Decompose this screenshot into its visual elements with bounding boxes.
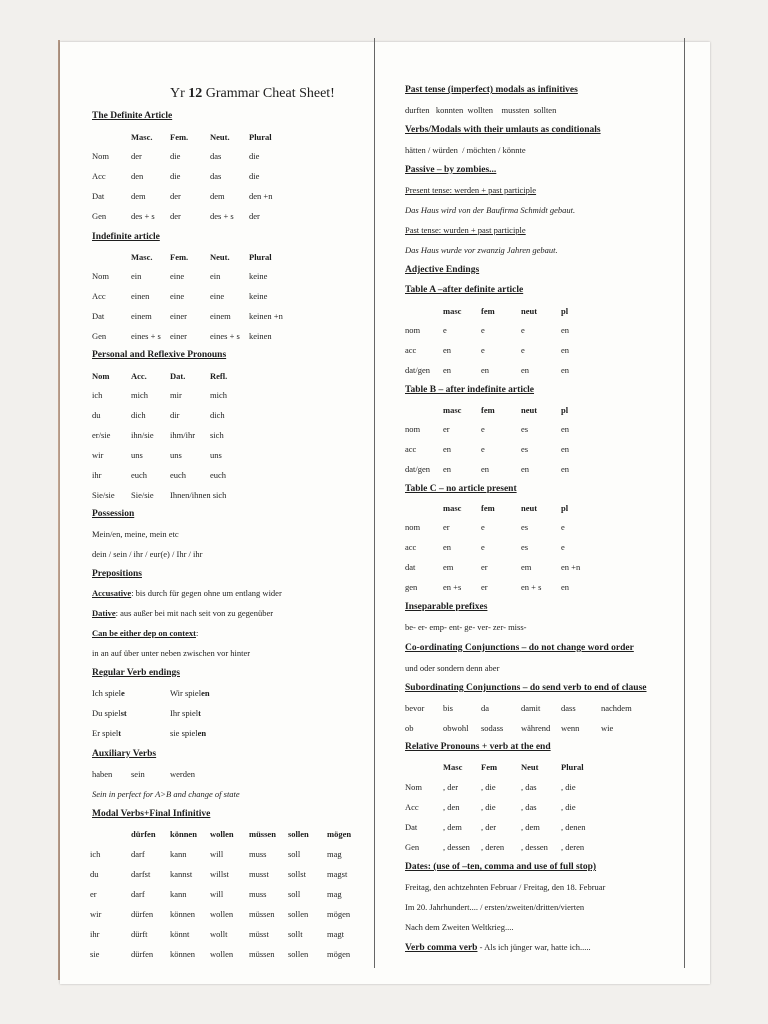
table-cell: em bbox=[443, 562, 454, 572]
table-cell: em bbox=[521, 562, 532, 572]
dative-text: : aus außer bei mit nach seit von zu gegenüber bbox=[115, 608, 274, 618]
table-cell: darfst bbox=[131, 869, 151, 879]
table-cell: einer bbox=[170, 331, 187, 341]
table-cell: en bbox=[561, 444, 570, 454]
regular-verb-form: Er spielt bbox=[92, 728, 122, 738]
table-cell: , denen bbox=[561, 822, 586, 832]
column-header: dürfen bbox=[131, 829, 156, 839]
table-cell: , den bbox=[443, 802, 460, 812]
table-cell: dürfen bbox=[131, 909, 154, 919]
coordinating-heading: Co-ordinating Conjunctions – do not change word order bbox=[405, 643, 634, 653]
table-cell: ein bbox=[131, 271, 142, 281]
table-cell: acc bbox=[405, 542, 417, 552]
column-header: Masc. bbox=[131, 252, 153, 262]
table-cell: er bbox=[443, 522, 450, 532]
table-cell: e bbox=[561, 522, 565, 532]
table-cell: ich bbox=[90, 849, 101, 859]
table-cell: muss bbox=[249, 889, 267, 899]
column-header: Masc bbox=[443, 762, 463, 772]
relative-pronouns-heading: Relative Pronouns + verb at the end bbox=[405, 742, 551, 752]
table-cell: Dat bbox=[92, 191, 105, 201]
either-prepositions: in an auf über unter neben zwischen vor hinter bbox=[92, 648, 251, 658]
table-cell: acc bbox=[405, 444, 417, 454]
table-cell: uns bbox=[131, 450, 143, 460]
regular-verb-form: sie spielen bbox=[170, 728, 207, 738]
table-cell: eine bbox=[210, 291, 225, 301]
table-cell: dich bbox=[210, 410, 225, 420]
table-cell: dir bbox=[170, 410, 180, 420]
possession-line-1: Mein/en, meine, mein etc bbox=[92, 529, 179, 539]
accusative-prepositions bbox=[92, 588, 282, 598]
conjunction: während bbox=[521, 723, 551, 733]
passive-present-example: Das Haus wird von der Baufirma Schmidt gebaut. bbox=[405, 205, 576, 215]
conjunction: dass bbox=[561, 703, 576, 713]
auxiliary-verb: werden bbox=[170, 769, 196, 779]
table-cell: wollen bbox=[210, 909, 234, 919]
table-cell: könnt bbox=[170, 929, 190, 939]
table-cell: uns bbox=[210, 450, 222, 460]
column-header: Refl. bbox=[210, 371, 228, 381]
table-cell: , dessen bbox=[521, 842, 548, 852]
table-cell: er/sie bbox=[92, 430, 111, 440]
table-cell: er bbox=[90, 889, 97, 899]
table-cell: will bbox=[210, 849, 224, 859]
table-cell: en bbox=[561, 582, 570, 592]
conjunction: nachdem bbox=[601, 703, 632, 713]
table-cell: die bbox=[170, 151, 181, 161]
auxiliary-verb: sein bbox=[131, 769, 145, 779]
table-cell: , deren bbox=[561, 842, 585, 852]
column-header: Masc. bbox=[131, 132, 153, 142]
conjunction: da bbox=[481, 703, 490, 713]
title-year: 12 bbox=[188, 86, 203, 101]
table-cell: den bbox=[131, 171, 144, 181]
table-cell: euch bbox=[170, 470, 187, 480]
table-cell: Acc bbox=[92, 291, 106, 301]
table-cell: er bbox=[481, 562, 488, 572]
table-cell: die bbox=[249, 171, 260, 181]
table-c-heading: Table C – no article present bbox=[405, 484, 517, 494]
table-cell: , die bbox=[481, 802, 496, 812]
table-cell: e bbox=[481, 542, 485, 552]
table-cell: müsst bbox=[249, 929, 269, 939]
title-text: Grammar Cheat Sheet! bbox=[205, 86, 335, 101]
table-cell: euch bbox=[210, 470, 227, 480]
table-cell: , der bbox=[481, 822, 497, 832]
table-cell: dem bbox=[210, 191, 225, 201]
table-cell: soll bbox=[288, 889, 301, 899]
title-prefix: Yr bbox=[170, 86, 185, 101]
table-cell: keinen +n bbox=[249, 311, 283, 321]
inseparable-text: be- er- emp- ent- ge- ver- zer- miss- bbox=[405, 622, 527, 632]
table-cell: en bbox=[561, 345, 570, 355]
inseparable-heading: Inseparable prefixes bbox=[405, 602, 488, 612]
table-cell: darf bbox=[131, 849, 145, 859]
table-cell: , das bbox=[521, 802, 537, 812]
table-cell: einen bbox=[131, 291, 150, 301]
column-header: Fem. bbox=[170, 252, 189, 262]
table-cell: sollen bbox=[288, 949, 309, 959]
table-cell: die bbox=[249, 151, 260, 161]
column-header: Neut. bbox=[210, 132, 230, 142]
table-cell: en bbox=[443, 464, 452, 474]
table-cell: ihm/ihr bbox=[170, 430, 196, 440]
column-header: pl bbox=[561, 405, 569, 415]
conjunction: ob bbox=[405, 723, 414, 733]
table-cell: einem bbox=[131, 311, 152, 321]
table-cell: magt bbox=[327, 929, 344, 939]
table-cell: en bbox=[561, 464, 570, 474]
table-cell: müssen bbox=[249, 949, 275, 959]
table-cell: , die bbox=[481, 782, 496, 792]
table-cell: Dat bbox=[92, 311, 105, 321]
table-cell: Acc bbox=[405, 802, 419, 812]
table-cell: Sie/sie bbox=[92, 490, 115, 500]
regular-verb-form: Wir spielen bbox=[170, 688, 210, 698]
table-cell: , deren bbox=[481, 842, 505, 852]
table-cell: e bbox=[481, 444, 485, 454]
table-cell: , das bbox=[521, 782, 537, 792]
column-header: Dat. bbox=[170, 371, 186, 381]
table-cell: en bbox=[481, 365, 490, 375]
auxiliary-verbs-heading: Auxiliary Verbs bbox=[92, 749, 157, 759]
table-cell: , dem bbox=[521, 822, 540, 832]
table-cell: keine bbox=[249, 271, 268, 281]
table-cell: du bbox=[92, 410, 101, 420]
either-colon: : bbox=[195, 628, 199, 638]
page-title bbox=[170, 86, 335, 102]
table-cell: es bbox=[521, 522, 529, 532]
passive-past-example: Das Haus wurde vor zwanzig Jahren gebaut. bbox=[405, 245, 558, 255]
table-cell: , die bbox=[561, 802, 576, 812]
table-cell: en bbox=[561, 365, 570, 375]
conjunction: bevor bbox=[405, 703, 425, 713]
table-cell: , dessen bbox=[443, 842, 470, 852]
table-cell: mag bbox=[327, 889, 342, 899]
table-cell: musst bbox=[249, 869, 269, 879]
table-cell: der bbox=[170, 191, 181, 201]
column-header: Plural bbox=[249, 132, 272, 142]
table-cell: ich bbox=[92, 390, 103, 400]
table-a-heading: Table A –after definite article bbox=[405, 285, 524, 295]
verb-comma-text: - Als ich jünger war, hatte ich..... bbox=[477, 942, 591, 952]
table-cell: Sie/sie bbox=[131, 490, 154, 500]
column-header: fem bbox=[481, 306, 495, 316]
table-cell: euch bbox=[131, 470, 148, 480]
table-cell: der bbox=[170, 211, 181, 221]
column-header: Plural bbox=[561, 762, 584, 772]
table-cell: en bbox=[443, 444, 452, 454]
pronouns-heading: Personal and Reflexive Pronouns bbox=[92, 350, 227, 360]
table-cell: Gen bbox=[92, 211, 107, 221]
table-cell: acc bbox=[405, 345, 417, 355]
table-cell: , dem bbox=[443, 822, 462, 832]
table-cell: sie bbox=[90, 949, 100, 959]
table-cell: en +s bbox=[443, 582, 462, 592]
table-cell: Acc bbox=[92, 171, 106, 181]
table-cell: en bbox=[521, 365, 530, 375]
column-header: wollen bbox=[210, 829, 234, 839]
column-header: müssen bbox=[249, 829, 276, 839]
column-header: Plural bbox=[249, 252, 272, 262]
table-cell: uns bbox=[170, 450, 182, 460]
either-label: Can be either dep on context bbox=[92, 628, 196, 638]
passive-present: Present tense: werden + past participle bbox=[405, 185, 537, 195]
table-cell: kann bbox=[170, 889, 187, 899]
conditional-text: hätten / würden / möchten / könnte bbox=[405, 145, 526, 155]
table-cell: e bbox=[561, 542, 565, 552]
table-cell: sollst bbox=[288, 869, 306, 879]
adjective-endings-heading: Adjective Endings bbox=[405, 265, 480, 275]
possession-heading: Possession bbox=[92, 509, 135, 519]
table-cell: der bbox=[131, 151, 142, 161]
conjunction: bis bbox=[443, 703, 453, 713]
table-cell: soll bbox=[288, 849, 301, 859]
table-cell: eine bbox=[170, 291, 185, 301]
table-cell: mich bbox=[131, 390, 148, 400]
table-cell: Ihnen/ihnen sich bbox=[170, 490, 227, 500]
column-header: neut bbox=[521, 503, 538, 513]
column-header: Neut bbox=[521, 762, 539, 772]
table-cell: will bbox=[210, 889, 224, 899]
table-cell: des + s bbox=[131, 211, 155, 221]
table-cell: sollen bbox=[288, 909, 309, 919]
table-cell: en bbox=[443, 345, 452, 355]
table-cell: keine bbox=[249, 291, 268, 301]
auxiliary-verb: haben bbox=[92, 769, 113, 779]
table-cell: eines + s bbox=[131, 331, 161, 341]
table-cell: das bbox=[210, 171, 222, 181]
table-cell: e bbox=[481, 424, 485, 434]
column-header: neut bbox=[521, 306, 538, 316]
table-cell: e bbox=[481, 325, 485, 335]
column-header: pl bbox=[561, 306, 569, 316]
table-cell: wir bbox=[90, 909, 102, 919]
table-cell: keinen bbox=[249, 331, 272, 341]
table-cell: dem bbox=[131, 191, 146, 201]
dative-label: Dative bbox=[92, 608, 116, 618]
table-cell: e bbox=[443, 325, 447, 335]
conjunction: damit bbox=[521, 703, 541, 713]
table-cell: gen bbox=[405, 582, 418, 592]
table-cell: dich bbox=[131, 410, 146, 420]
table-cell: e bbox=[521, 345, 525, 355]
table-cell: e bbox=[521, 325, 525, 335]
table-cell: der bbox=[249, 211, 260, 221]
conditional-heading: Verbs/Modals with their umlauts as conditionals bbox=[405, 125, 601, 135]
table-cell: e bbox=[481, 345, 485, 355]
either-prepositions-heading bbox=[92, 628, 198, 638]
column-header: neut bbox=[521, 405, 538, 415]
column-header: sollen bbox=[288, 829, 309, 839]
passive-heading: Passive – by zombies... bbox=[405, 165, 497, 175]
table-cell: wollt bbox=[210, 929, 228, 939]
table-cell: en bbox=[443, 365, 452, 375]
table-cell: darf bbox=[131, 889, 145, 899]
table-cell: , die bbox=[561, 782, 576, 792]
verb-comma-heading: Verb comma verb bbox=[405, 943, 478, 953]
modal-verbs-heading: Modal Verbs+Final Infinitive bbox=[92, 809, 211, 819]
dates-heading: Dates: (use of –ten, comma and use of full stop) bbox=[405, 862, 597, 872]
table-cell: mir bbox=[170, 390, 182, 400]
table-cell: einem bbox=[210, 311, 231, 321]
table-cell: er bbox=[443, 424, 450, 434]
indefinite-article-heading: Indefinite article bbox=[92, 232, 160, 242]
conjunction: obwohl bbox=[443, 723, 469, 733]
column-header: fem bbox=[481, 503, 495, 513]
conjunction: wenn bbox=[561, 723, 580, 733]
table-cell: Gen bbox=[92, 331, 107, 341]
cheat-sheet-page bbox=[60, 42, 710, 984]
column-header: masc bbox=[443, 306, 462, 316]
possession-line-2: dein / sein / ihr / eur(e) / Ihr / ihr bbox=[92, 549, 203, 559]
definite-article-heading: The Definite Article bbox=[92, 111, 173, 121]
table-cell: eine bbox=[170, 271, 185, 281]
table-cell: Nom bbox=[405, 782, 422, 792]
regular-verb-form: Du spielst bbox=[92, 708, 127, 718]
auxiliary-note: Sein in perfect for A>B and change of state bbox=[92, 789, 240, 799]
dates-line-2: Im 20. Jahrhundert.... / ersten/zweiten/dritten/vierten bbox=[405, 902, 585, 912]
table-cell: mich bbox=[210, 390, 227, 400]
verb-comma-verb bbox=[405, 942, 591, 953]
table-cell: ihr bbox=[90, 929, 100, 939]
table-cell: des + s bbox=[210, 211, 234, 221]
column-header: pl bbox=[561, 503, 569, 513]
table-cell: en bbox=[481, 464, 490, 474]
column-header: Nom bbox=[92, 371, 110, 381]
table-cell: es bbox=[521, 444, 529, 454]
column-header: masc bbox=[443, 405, 462, 415]
column-header: Neut. bbox=[210, 252, 230, 262]
table-cell: einer bbox=[170, 311, 187, 321]
conjunction: wie bbox=[601, 723, 614, 733]
table-cell: mögen bbox=[327, 949, 351, 959]
table-cell: dürfen bbox=[131, 949, 154, 959]
table-cell: es bbox=[521, 424, 529, 434]
table-cell: dürft bbox=[131, 929, 148, 939]
table-cell: sich bbox=[210, 430, 224, 440]
dative-prepositions bbox=[92, 608, 273, 618]
conjunction: sodass bbox=[481, 723, 504, 733]
table-cell: ihr bbox=[92, 470, 102, 480]
table-cell: Nom bbox=[92, 271, 109, 281]
coordinating-text: und oder sondern denn aber bbox=[405, 663, 500, 673]
table-cell: nom bbox=[405, 325, 421, 335]
regular-verb-form: Ich spiele bbox=[92, 688, 125, 698]
table-cell: wir bbox=[92, 450, 104, 460]
table-cell: können bbox=[170, 949, 196, 959]
subordinating-heading: Subordinating Conjunctions – do send verb to end of clause bbox=[405, 683, 647, 693]
table-cell: die bbox=[170, 171, 181, 181]
table-cell: nom bbox=[405, 424, 421, 434]
table-cell: mögen bbox=[327, 909, 351, 919]
table-cell: en +n bbox=[561, 562, 581, 572]
dates-line-1: Freitag, den achtzehnten Februar / Freitag, den 18. Februar bbox=[405, 882, 606, 892]
column-header: mögen bbox=[327, 829, 352, 839]
table-cell: kann bbox=[170, 849, 187, 859]
table-cell: en bbox=[521, 464, 530, 474]
column-header: können bbox=[170, 829, 197, 839]
prepositions-heading: Prepositions bbox=[92, 569, 142, 579]
table-cell: kannst bbox=[170, 869, 193, 879]
column-header: Fem bbox=[481, 762, 498, 772]
table-cell: magst bbox=[327, 869, 348, 879]
passive-past: Past tense: wurden + past participle bbox=[405, 225, 526, 235]
table-cell: en bbox=[443, 542, 452, 552]
accusative-label: Accusative bbox=[92, 588, 132, 598]
table-cell: nom bbox=[405, 522, 421, 532]
regular-verb-heading: Regular Verb endings bbox=[92, 668, 180, 678]
table-cell: willst bbox=[210, 869, 229, 879]
table-cell: en bbox=[561, 325, 570, 335]
table-cell: du bbox=[90, 869, 99, 879]
table-cell: ihn/sie bbox=[131, 430, 154, 440]
table-cell: das bbox=[210, 151, 222, 161]
table-cell: dat bbox=[405, 562, 416, 572]
table-cell: ein bbox=[210, 271, 221, 281]
dates-line-3: Nach dem Zweiten Weltkrieg.... bbox=[405, 922, 514, 932]
table-cell: sollt bbox=[288, 929, 303, 939]
table-cell: en bbox=[561, 424, 570, 434]
table-cell: e bbox=[481, 522, 485, 532]
column-header: fem bbox=[481, 405, 495, 415]
table-cell: Dat bbox=[405, 822, 418, 832]
column-divider-left bbox=[374, 38, 375, 968]
accusative-text: : bis durch für gegen ohne um entlang wider bbox=[131, 588, 282, 598]
table-cell: Gen bbox=[405, 842, 420, 852]
table-cell: dat/gen bbox=[405, 464, 431, 474]
table-cell: muss bbox=[249, 849, 267, 859]
table-cell: er bbox=[481, 582, 488, 592]
table-cell: wollen bbox=[210, 949, 234, 959]
table-cell: müssen bbox=[249, 909, 275, 919]
table-cell: es bbox=[521, 542, 529, 552]
table-cell: mag bbox=[327, 849, 342, 859]
table-cell: dat/gen bbox=[405, 365, 431, 375]
table-cell: den +n bbox=[249, 191, 273, 201]
past-modal-text: durften konnten wollten mussten sollten bbox=[405, 105, 557, 115]
column-header: Acc. bbox=[131, 371, 147, 381]
column-divider-right bbox=[684, 38, 685, 968]
past-modal-heading: Past tense (imperfect) modals as infinitives bbox=[405, 85, 578, 95]
regular-verb-form: Ihr spielt bbox=[170, 708, 201, 718]
table-cell: Nom bbox=[92, 151, 109, 161]
table-cell: eines + s bbox=[210, 331, 240, 341]
column-header: masc bbox=[443, 503, 462, 513]
table-cell: können bbox=[170, 909, 196, 919]
table-cell: , der bbox=[443, 782, 459, 792]
table-b-heading: Table B – after indefinite article bbox=[405, 385, 535, 395]
table-cell: en + s bbox=[521, 582, 542, 592]
column-header: Fem. bbox=[170, 132, 189, 142]
